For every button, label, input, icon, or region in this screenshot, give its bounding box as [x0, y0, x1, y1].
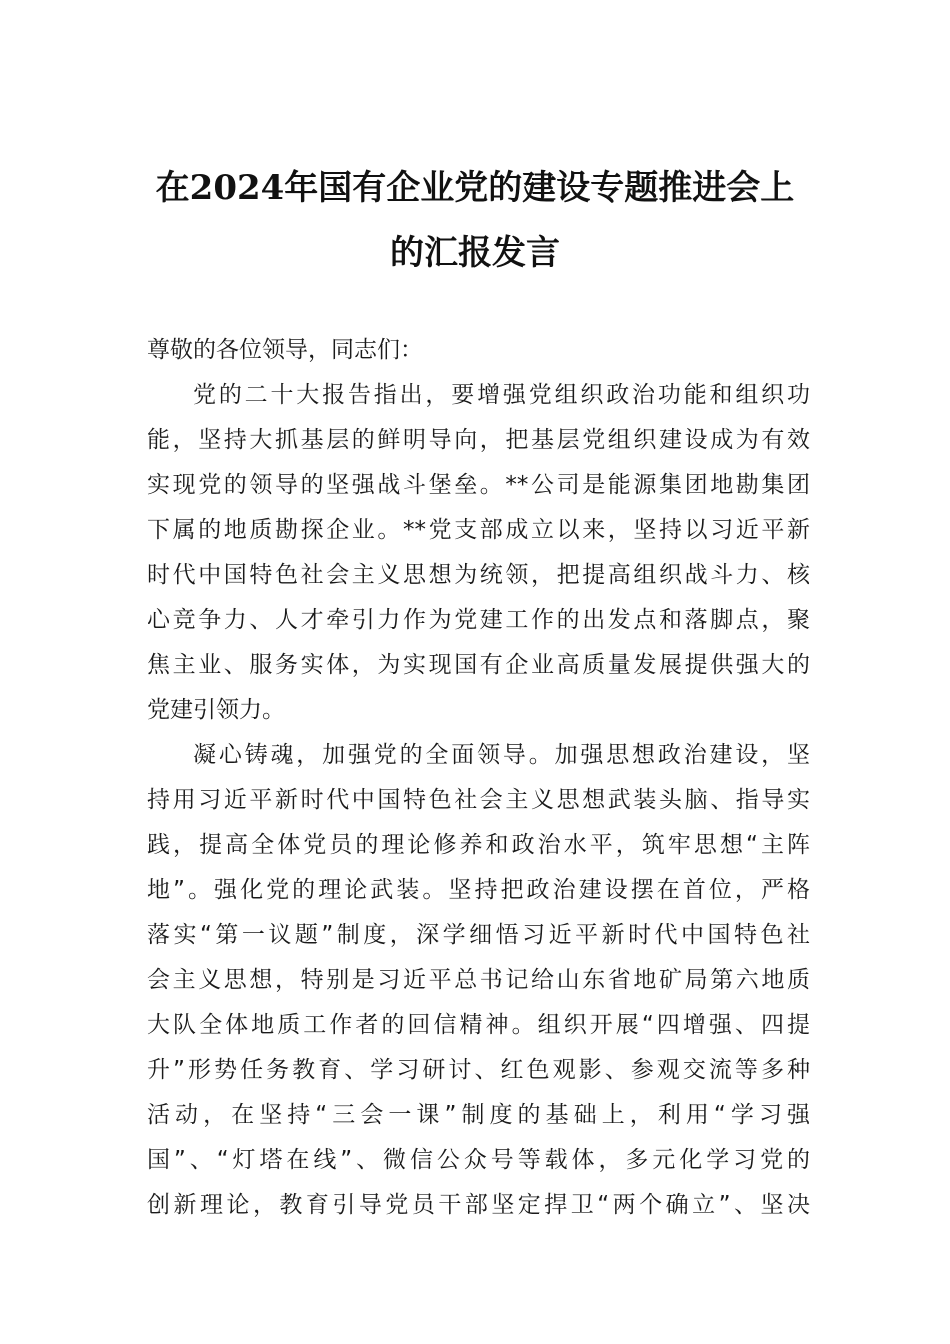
- paragraph-line: 心竞争力、人才牵引力作为党建工作的出发点和落脚点，聚: [147, 607, 810, 633]
- paragraph-2: [147, 733, 810, 1228]
- paragraph-line: 持用习近平新时代中国特色社会主义思想武装头脑、指导实: [147, 787, 810, 813]
- paragraph-line: 地”。强化党的理论武装。坚持把政治建设摆在首位，严格: [147, 877, 810, 903]
- paragraph-line: 焦主业、服务实体，为实现国有企业高质量发展提供强大的: [147, 652, 810, 678]
- paragraph-line: 实现党的领导的坚强战斗堡垒。**公司是能源集团地勘集团: [147, 472, 810, 498]
- paragraph-line: 践，提高全体党员的理论修养和政治水平，筑牢思想“主阵: [147, 832, 810, 858]
- paragraph-line: 时代中国特色社会主义思想为统领，把提高组织战斗力、核: [147, 562, 810, 588]
- document-body: [147, 328, 810, 1228]
- paragraph-1: [147, 373, 810, 733]
- paragraph-line: 下属的地质勘探企业。**党支部成立以来，坚持以习近平新: [147, 517, 810, 543]
- paragraph-line: 党建引领力。: [147, 697, 285, 723]
- salutation: 尊敬的各位领导，同志们：: [147, 337, 423, 363]
- paragraph-line: 能，坚持大抓基层的鲜明导向，把基层党组织建设成为有效: [147, 427, 810, 453]
- paragraph-line: 国”、“灯塔在线”、微信公众号等载体，多元化学习党的: [147, 1147, 810, 1173]
- paragraph-line: 活动，在坚持“三会一课”制度的基础上，利用“学习强: [147, 1102, 810, 1128]
- paragraph-line: 升”形势任务教育、学习研讨、红色观影、参观交流等多种: [147, 1057, 810, 1083]
- paragraph-line: 创新理论，教育引导党员干部坚定捍卫“两个确立”、坚决: [147, 1192, 810, 1218]
- document-title-line-1: 在2024年国有企业党的建设专题推进会上: [155, 168, 795, 208]
- paragraph-line: 会主义思想，特别是习近平总书记给山东省地矿局第六地质: [147, 967, 810, 993]
- paragraph-line: 凝心铸魂，加强党的全面领导。加强思想政治建设，坚: [193, 742, 810, 768]
- document-title-line-2: 的汇报发言: [390, 233, 560, 273]
- paragraph-line: 大队全体地质工作者的回信精神。组织开展“四增强、四提: [147, 1012, 810, 1038]
- paragraph-line: 落实“第一议题”制度，深学细悟习近平新时代中国特色社: [147, 922, 810, 948]
- paragraph-line: 党的二十大报告指出，要增强党组织政治功能和组织功: [193, 382, 810, 408]
